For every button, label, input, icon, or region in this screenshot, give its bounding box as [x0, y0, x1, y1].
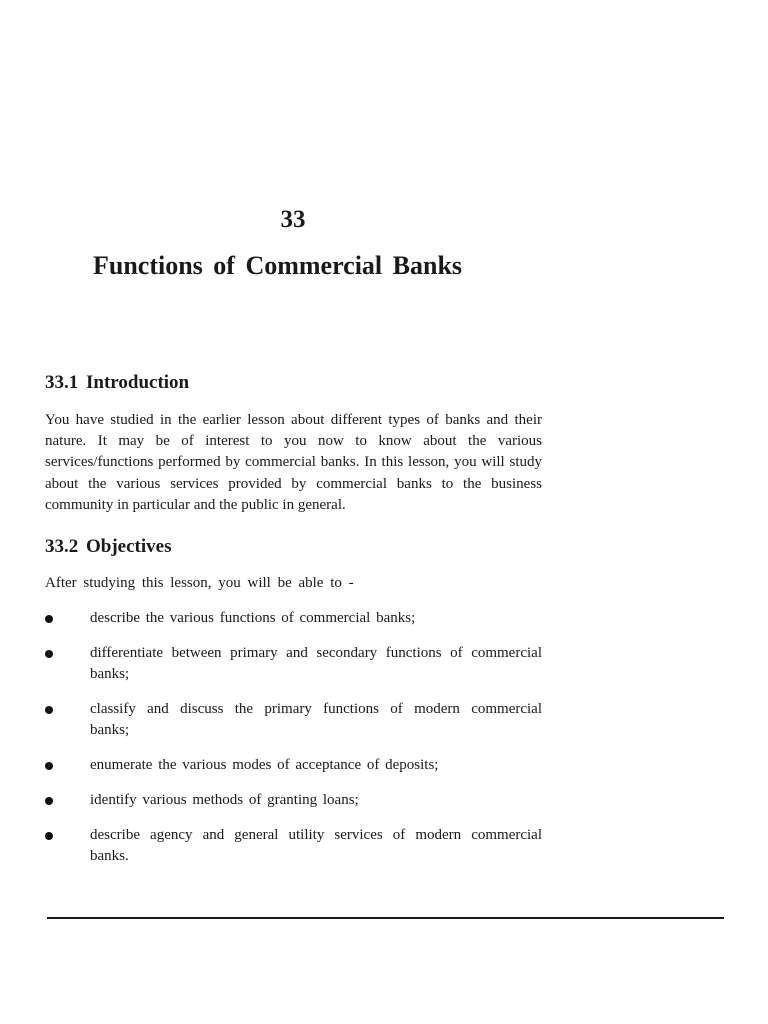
objectives-list [45, 608, 542, 881]
objective-text: enumerate the various modes of acceptance of deposits; [90, 757, 439, 773]
bullet-icon [45, 706, 53, 714]
introduction-heading: 33.1 Introduction [45, 372, 190, 393]
introduction-paragraph: You have studied in the earlier lesson about different types of banks and their nature. It may be of interest to you now to know about the various services/functions performed by commercial banks. In this lesson, you will study about the various services provided by commercial banks to the business community in particular and the public in general. [45, 412, 542, 513]
objective-item [45, 643, 542, 685]
footer-divider [47, 917, 724, 919]
objective-text: identify various methods of granting loans; [90, 792, 359, 808]
chapter-number: 33 [280, 206, 306, 233]
objective-item [45, 755, 542, 776]
objective-text: describe agency and general utility services of modern commercial banks. [90, 827, 542, 864]
objective-text: classify and discuss the primary functions of modern commercial banks; [90, 701, 542, 738]
objective-item [45, 608, 542, 629]
bullet-icon [45, 762, 53, 770]
bullet-icon [45, 650, 53, 658]
objective-item [45, 825, 542, 867]
objective-text: differentiate between primary and secondary functions of commercial banks; [90, 645, 542, 682]
bullet-icon [45, 832, 53, 840]
objective-item [45, 790, 542, 811]
bullet-icon [45, 797, 53, 805]
objectives-heading: 33.2 Objectives [45, 536, 172, 557]
objective-text: describe the various functions of commercial banks; [90, 610, 416, 626]
objective-item [45, 699, 542, 741]
bullet-icon [45, 615, 53, 623]
chapter-title: Functions of Commercial Banks [93, 251, 463, 280]
objectives-lead-text: After studying this lesson, you will be able to - [45, 575, 354, 591]
